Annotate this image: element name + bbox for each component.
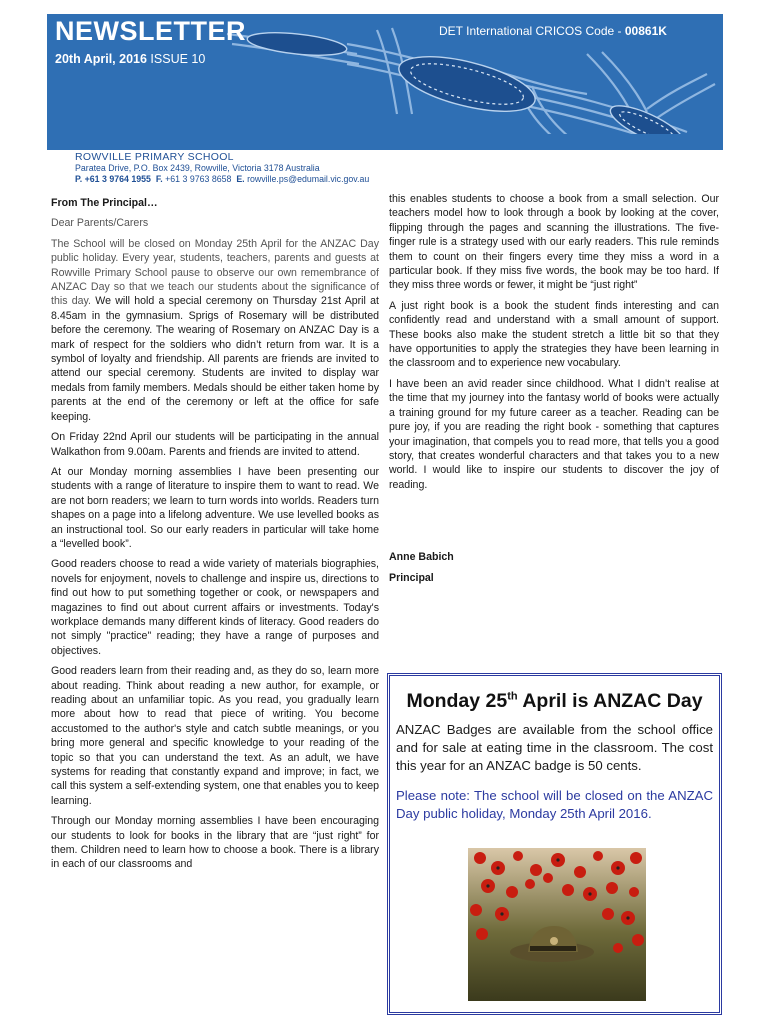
- anzac-day-box: [387, 673, 722, 1015]
- anzac-title-post: April is ANZAC Day: [517, 690, 703, 712]
- cricos-value: 00861K: [624, 24, 667, 38]
- school-name-type: PRIMARY SCHOOL: [134, 151, 234, 163]
- poppy-field-image: [468, 848, 646, 1001]
- paragraph-walkathon: On Friday 22nd April our students will be participating in the annual Walkathon from 9.00am. Parents and friends are invited to attend.: [51, 431, 379, 458]
- anzac-badges-text: ANZAC Badges are available from the school office and for sale at eating time in the classroom. The cost this year for an ANZAC badge is 50 cents.: [396, 722, 713, 773]
- greeting: Dear Parents/Carers: [51, 217, 149, 230]
- school-address-block: [75, 152, 369, 185]
- paragraph-anzac-part1: The School will be closed on Monday 25th April for the ANZAC Day public holiday. Every year, students, teachers, parents and guests at Rowville Primary School pause to observe our own remembrance of ANZAC Day so that we teach our students about the significance of this day.: [51, 237, 379, 308]
- newsletter-header: [47, 14, 723, 189]
- paragraph-good-readers: Good readers choose to read a wide variety of materials biographies, novels for enjoyment, novels to challenge and inspire us, directions to find out how to put something together or cook, or newspapers and magazines to find out about current affairs or investments. Today's workplace demands many different kinds of literacy. Good readers do not simply "practice" reading; they have a range of purposes and objectives.: [51, 558, 379, 657]
- school-name-main: ROWVILLE: [75, 151, 132, 163]
- paragraph-learn-reading: Good readers learn from their reading and, as they do so, learn more about reading. Think about reading a new author, for example, or reading about an unfamiliar topic. As you read, you gradually learn more about how to read that piece of writing. You become accustomed to the author's style and catch subtle meanings, or you bring more general and specific knowledge to your reading of the topic so that you can understand the text. As an adult, we have systems for reading that constantly expand and improve; in fact, we call this system a self-extending system, one that enables you to keep learning.: [51, 665, 379, 807]
- cricos-label: DET International CRICOS Code -: [439, 24, 622, 38]
- issue-date: [55, 52, 205, 66]
- signature-name: Anne Babich: [389, 551, 454, 564]
- paragraph-assemblies: At our Monday morning assemblies I have been presenting our students with a range of literature to inspire them to want to read. We are not born readers; we learn to turn words into worlds. Readers turn shapes on a page into a lifelong adventure. We use levelled books as an instructional tool. So our early readers in particular will take home a “levelled book”.: [51, 465, 379, 550]
- fax-label: F.: [155, 174, 163, 184]
- principal-heading: From The Principal…: [51, 197, 158, 209]
- signature-title: Principal: [389, 571, 434, 584]
- paragraph-anzac: [51, 237, 379, 424]
- left-column: [51, 196, 379, 878]
- email-address: rowville.ps@edumail.vic.gov.au: [247, 174, 370, 184]
- phone-number: +61 3 9764 1955: [84, 174, 151, 184]
- school-address: Paratea Drive, P.O. Box 2439, Rowville, Victoria 3178 Australia: [75, 163, 320, 173]
- anzac-closure-note: Please note: The school will be closed on the ANZAC Day public holiday, Monday 25th April 2016.: [396, 788, 713, 821]
- issue-number: ISSUE 10: [150, 52, 206, 66]
- date-text: 20th April, 2016: [55, 52, 147, 66]
- anzac-title-sup: th: [507, 690, 518, 703]
- school-name: [75, 152, 369, 163]
- banner: [47, 14, 723, 150]
- paragraph-selection: this enables students to choose a book from a small selection. Our teachers model how to look through a book by looking at the cover, flipping through the pages and scanning the illustrations. The five-finger rule is a strategy used with our early readers. This rule reminds them to count on their fingers every time they miss a word in a particular book. If they miss five words, the book may be too hard. If they miss three words or fewer, it might be “just right”: [389, 193, 719, 292]
- paragraph-anzac-part2: We will hold a special ceremony on Thursday 21st April at 8.45am in the gymnasium. Sprigs of Rosemary will be distributed before the ceremony. The wearing of Rosemary on ANZAC Day is a mark of respect for the soldiers who didn’t return from war. It is a symbol of loyalty and friendship. All parents are friends are invited to attend our special ceremony. Students are invited to display war medals from family members. Medals should be either taken home by parents at the end of the ceremony or left at the office for safe keeping.: [51, 295, 379, 423]
- paragraph-just-right: Through our Monday morning assemblies I have been encouraging our students to look for books in the library that are “just right” for them. Children need to learn how to choose a book. There is a library in each of our classrooms and: [51, 815, 379, 871]
- newsletter-title: NEWSLETTER: [55, 16, 246, 46]
- email-label: E.: [236, 174, 245, 184]
- right-column: [389, 192, 719, 591]
- anzac-title-pre: Monday 25: [406, 690, 508, 712]
- phone-label: P.: [75, 174, 83, 184]
- cricos-code: [439, 24, 667, 38]
- school-contacts: [75, 174, 369, 185]
- paragraph-avid-reader: I have been an avid reader since childhood. What I didn’t realise at the time that my journey into the fantasy world of books were actually a training ground for my future career as a teacher. Reading can be pure joy, if you are reading the right book - something that captures your imagination, that compels you to read more, that tells you a good story, that creates wonderful characters and that takes you to a new world. I would like to inspire our students to discover the joy of reading.: [389, 377, 719, 491]
- paragraph-just-right-book: A just right book is a book the student finds interesting and can confidently read and understand with a small amount of support. These books also make the student stretch a little bit so that they have opportunities to apply the strategies they have been learning in the classroom and to experience new vocabulary.: [389, 299, 719, 370]
- fax-number: +61 3 9763 8658: [165, 174, 232, 184]
- anzac-title: [396, 690, 713, 713]
